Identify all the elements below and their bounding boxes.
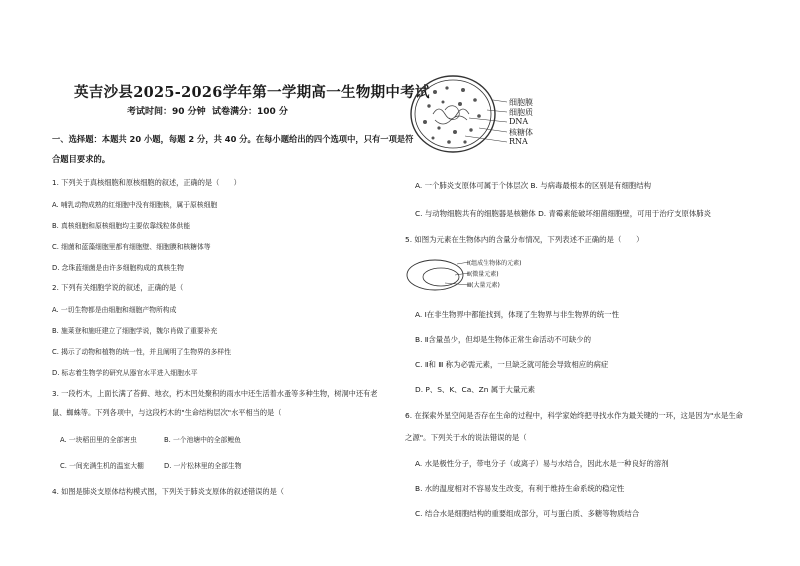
q3-option-b: B. 一个池塘中的全部鲤鱼 — [164, 436, 241, 444]
q5-option-c: C. Ⅱ和 Ⅲ 称为必需元素，一旦缺乏就可能会导致相应的病症 — [415, 360, 609, 369]
q3-stem-line2: 鼠、蜘蛛等。下列各项中，与这段朽木的"生命结构层次"水平相当的是（ — [52, 408, 282, 417]
q4-stem: 4. 如图是肺炎支原体结构模式图，下列关于肺炎支原体的叙述错误的是（ — [52, 487, 284, 496]
q3-stem-line1: 3. 一段朽木，上面长满了苔藓、地衣，朽木凹处聚积的雨水中还生活着水蚤等多种生物，树洞中还有老 — [52, 389, 378, 398]
q4-option-ab: A. 一个肺炎支原体可属于个体层次 B. 与病毒最根本的区别是有细胞结构 — [415, 181, 652, 190]
q2-option-b: B. 施莱登和施旺建立了细胞学说，魏尔肖做了重要补充 — [52, 327, 218, 335]
q6-option-b: B. 水的温度相对不容易发生改变，有利于维持生命系统的稳定性 — [415, 484, 625, 493]
exam-title: 英吉沙县2025-2026学年第一学期高一生物期中考试 — [74, 84, 430, 101]
q1-option-c: C. 细菌和蓝藻细胞里都有细胞壁、细胞膜和核糖体等 — [52, 243, 211, 251]
mycoplasma-diagram — [405, 70, 565, 170]
q2-option-c: C. 揭示了动物和植物的统一性，并且阐明了生物界的多样性 — [52, 348, 231, 356]
q3-option-a: A. 一块稻田里的全部害虫 — [60, 436, 137, 444]
label-element-iii: Ⅲ(大量元素) — [467, 282, 500, 289]
q4-option-cd: C. 与动物细胞共有的细胞器是核糖体 D. 青霉素能破坏细菌细胞壁，可用于治疗支原体肺炎 — [415, 209, 712, 218]
section-heading-line1: 一、选择题：本题共 20 小题，每题 2 分，共 40 分。在每小题给出的四个选项中，只有一项是符 — [52, 134, 414, 144]
q5-option-d: D. P、S、K、Ca、Zn 属于大量元素 — [415, 385, 536, 394]
q2-stem: 2. 下列有关细胞学说的叙述，正确的是（ — [52, 283, 184, 292]
element-venn-diagram — [405, 255, 475, 295]
q6-stem-line2: 之源"。下列关于水的说法错误的是（ — [405, 433, 527, 442]
q1-option-d: D. 念珠蓝细菌是由许多细胞构成的真核生物 — [52, 264, 184, 272]
q5-option-a: A. Ⅰ在非生物界中都能找到，体现了生物界与非生物界的统一性 — [415, 310, 619, 319]
q5-option-b: B. Ⅱ含量虽少，但却是生物体正常生命活动不可缺少的 — [415, 335, 592, 344]
q1-option-a: A. 哺乳动物成熟的红细胞中没有细胞核，属于原核细胞 — [52, 201, 218, 209]
q6-stem-line1: 6. 在探索外星空间是否存在生命的过程中，科学家始终把寻找水作为最关键的一环，这是因为"水是生命 — [405, 411, 743, 420]
exam-time: 考试时间：90 分钟 — [127, 107, 206, 117]
label-element-i: Ⅰ(组成生物体的元素) — [467, 260, 522, 267]
q1-option-b: B. 真核细胞和原核细胞均主要依靠线粒体供能 — [52, 222, 191, 230]
q5-stem: 5. 如图为元素在生物体内的含量分布情况，下列表述不正确的是（ ） — [405, 235, 644, 244]
full-score: 试卷满分：100 分 — [212, 107, 288, 117]
q2-option-d: D. 标志着生物学的研究从器官水平进入细胞水平 — [52, 369, 198, 377]
q3-option-d: D. 一片松林里的全部生物 — [164, 462, 242, 470]
label-cell-membrane: 细胞膜 — [509, 98, 533, 107]
label-dna: DNA — [509, 117, 529, 126]
label-ribosome: 核糖体 — [509, 128, 533, 137]
q6-option-c: C. 结合水是细胞结构的重要组成部分，可与蛋白质、多糖等物质结合 — [415, 509, 640, 518]
q2-option-a: A. 一切生物都是由细胞和细胞产物所构成 — [52, 306, 177, 314]
q1-stem: 1. 下列关于真核细胞和原核细胞的叙述，正确的是（ ） — [52, 178, 241, 187]
section-heading-line2: 合题目要求的。 — [52, 154, 111, 164]
q3-option-c: C. 一间充满生机的温室大棚 — [60, 462, 144, 470]
q6-option-a: A. 水是极性分子，带电分子（或离子）易与水结合，因此水是一种良好的溶剂 — [415, 459, 669, 468]
label-cytoplasm: 细胞质 — [509, 108, 533, 117]
label-element-ii: Ⅱ(微量元素) — [467, 271, 499, 278]
label-rna: RNA — [509, 137, 528, 146]
